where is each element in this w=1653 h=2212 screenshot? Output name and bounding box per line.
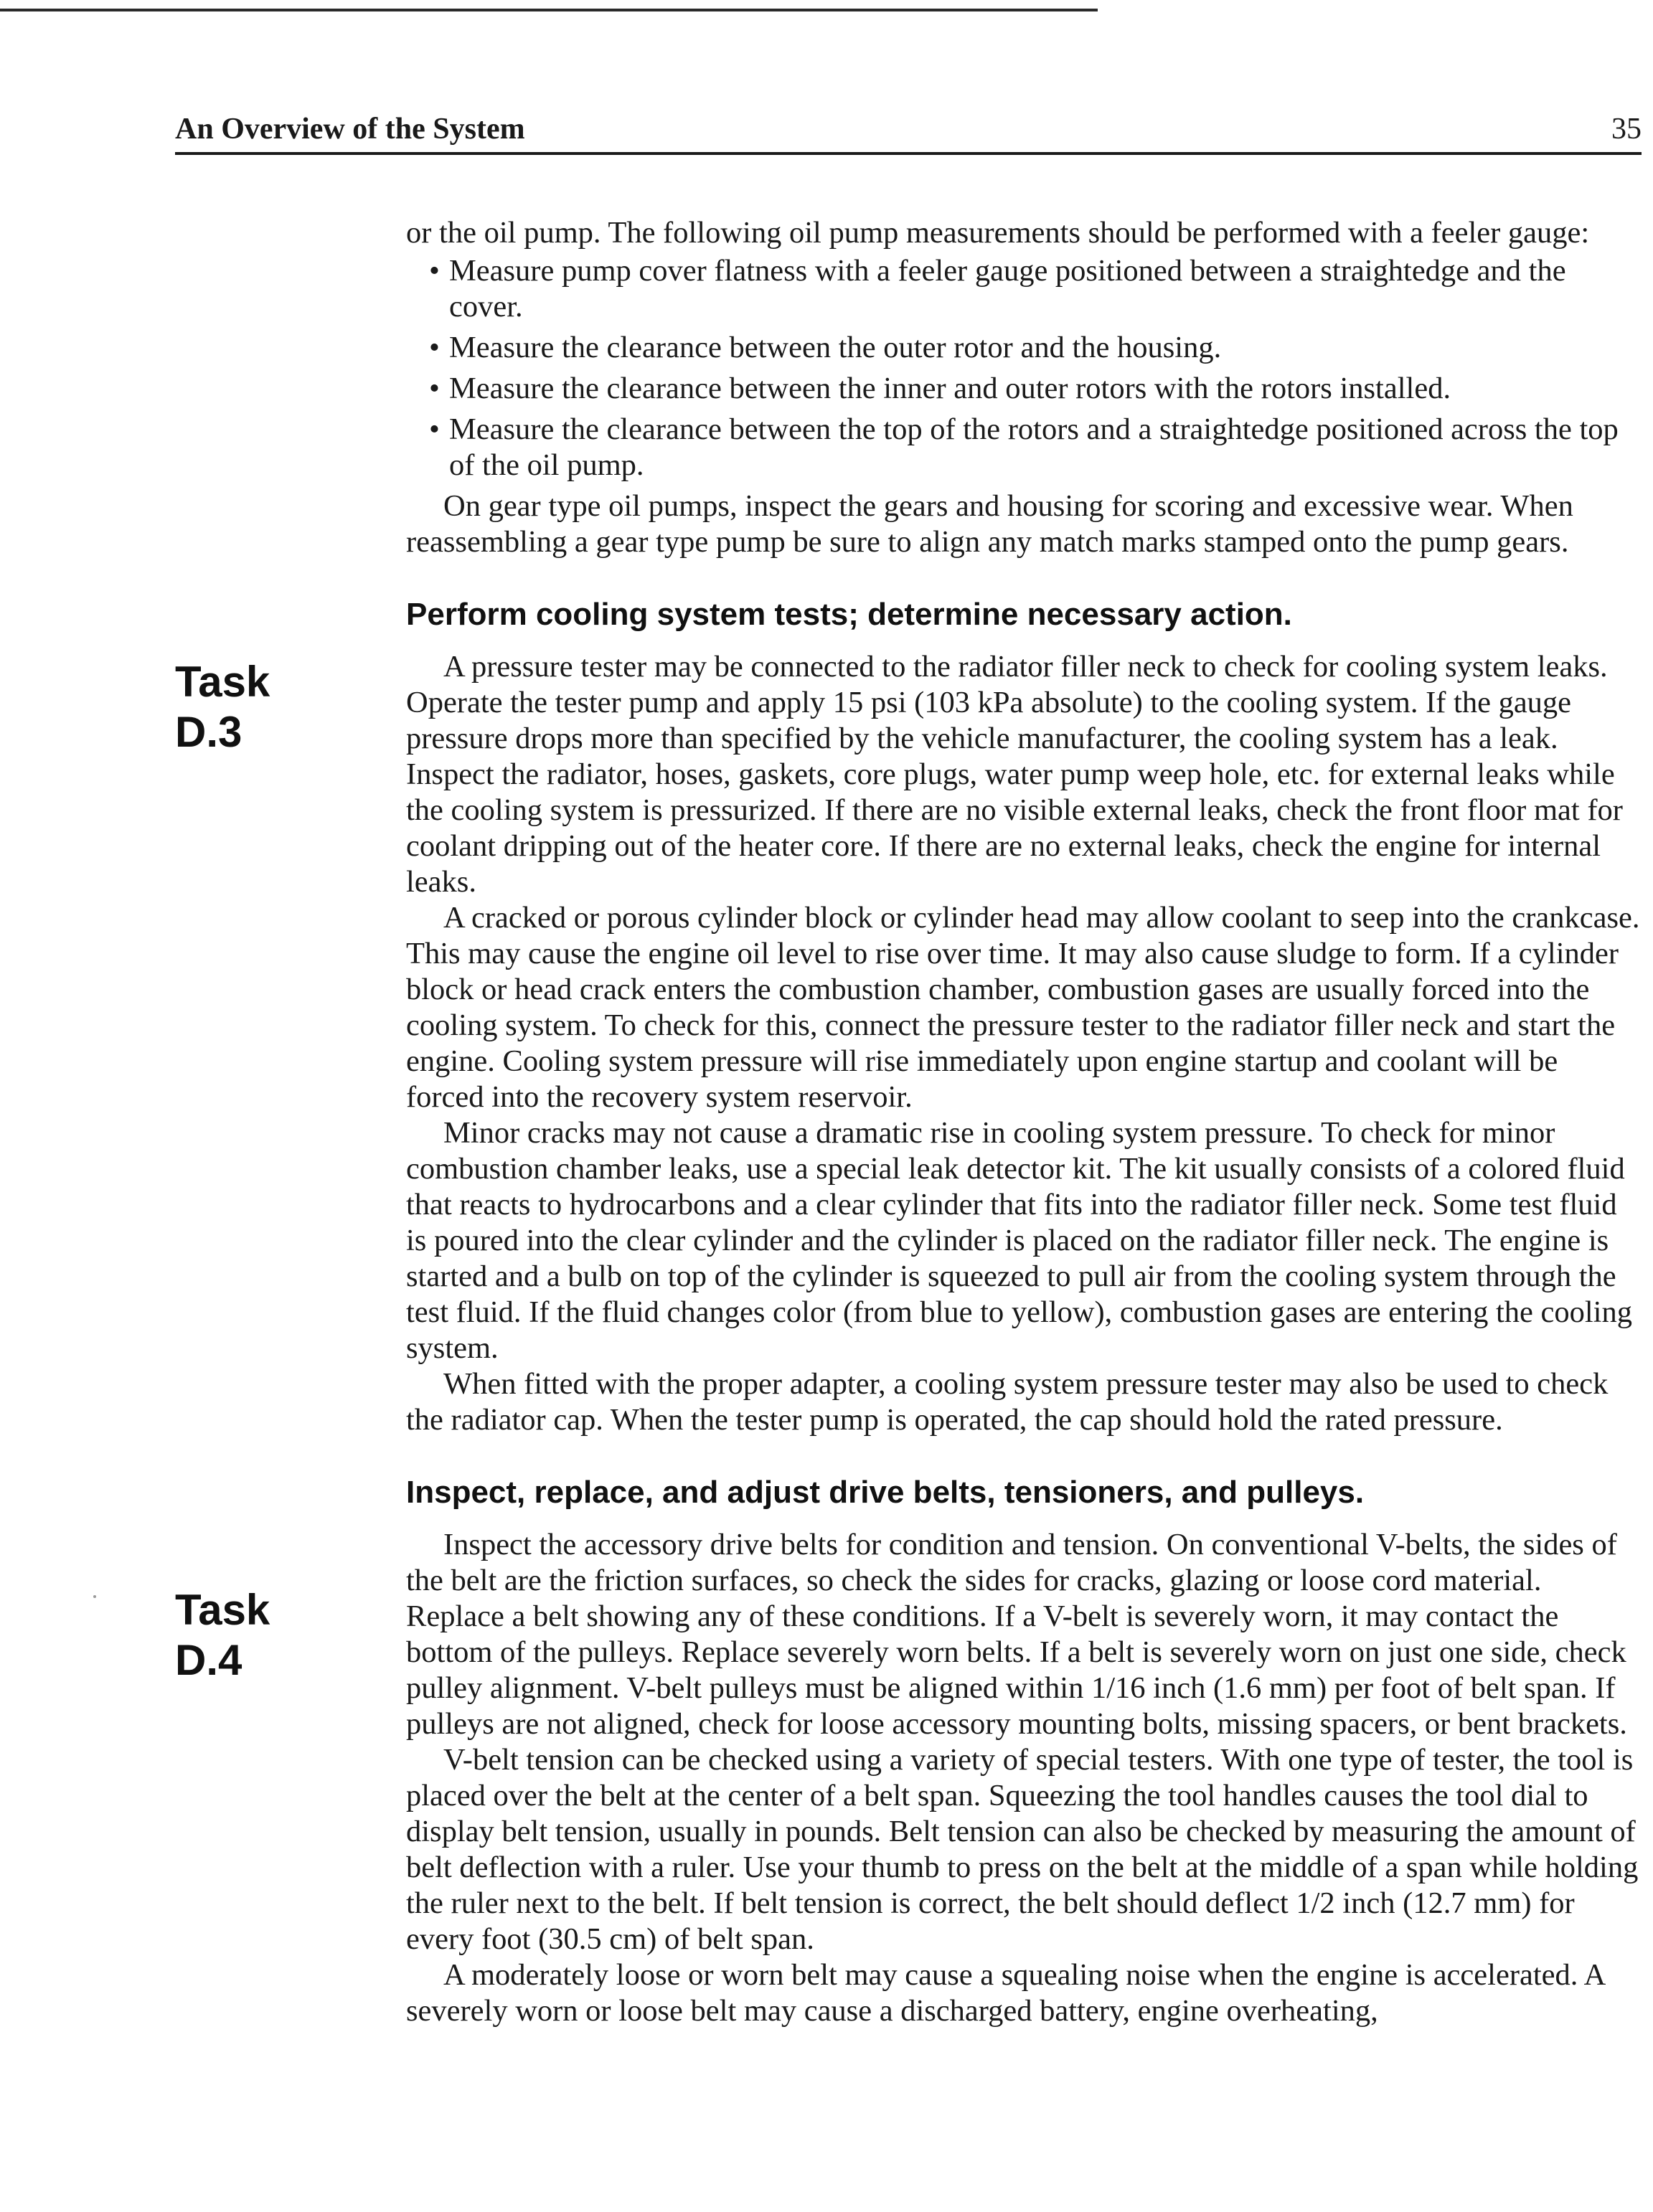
list-item-text: Measure the clearance between the top of the rotors and a straightedge positioned across the top of the oil pump. <box>449 412 1619 482</box>
list-item <box>429 412 1642 483</box>
body-paragraph: A cracked or porous cylinder block or cylinder head may allow coolant to seep into the crankcase. This may cause the engine oil level to rise over time. It may also cause sludge to form. If a cylinder block or head crack enters the combustion chamber, combustion gases are usually forced into the cooling system. To check for this, connect the pressure tester to the radiator filler neck and start the engine. Cooling system pressure will rise immediately upon engine startup and coolant will be forced into the recovery system reservoir. <box>406 901 1640 1114</box>
task-heading: Inspect, replace, and adjust drive belts, tensioners, and pulleys. <box>406 1475 1365 1510</box>
task-label-d4 <box>175 1585 270 1686</box>
task-label-id: D.3 <box>175 708 242 756</box>
body-paragraph: A pressure tester may be connected to the radiator filler neck to check for cooling system leaks. Operate the tester pump and apply 15 psi (103 kPa absolute) to the cooling system. If the gauge pressure drops more than specified by the vehicle manufacturer, the cooling system has a leak. Inspect the radiator, hoses, gaskets, core plugs, water pump weep hole, etc. for external leaks while the cooling system is pressurized. If there are no visible external leaks, check the front floor mat for coolant dripping out of the heater core. If there are no external leaks, check the engine for internal leaks. <box>406 650 1623 899</box>
scan-speck <box>93 1595 96 1598</box>
list-item <box>429 371 1642 407</box>
task-label-id: D.4 <box>175 1636 242 1684</box>
task-section-d4 <box>406 1473 1642 2029</box>
list-item <box>429 330 1642 366</box>
task-label-d3 <box>175 657 270 757</box>
list-item-text: Measure the clearance between the inner and outer rotors with the rotors installed. <box>449 372 1451 405</box>
bullet-icon: • <box>429 412 440 446</box>
list-item-text: Measure the clearance between the outer rotor and the housing. <box>449 331 1222 364</box>
task-label-word: Task <box>175 1586 270 1634</box>
list-item-text: Measure pump cover flatness with a feeler gauge positioned between a straightedge and the cover. <box>449 254 1566 323</box>
body-paragraph: On gear type oil pumps, inspect the gears and housing for scoring and excessive wear. When reassembling a gear type pump be sure to align any match marks stamped onto the pump gears. <box>406 489 1573 559</box>
measurement-list <box>406 253 1642 483</box>
body-paragraph: Inspect the accessory drive belts for condition and tension. On conventional V-belts, the sides of the belt are the friction surfaces, so check the sides for cracks, glazing or loose cord material. Replace a belt showing any of these conditions. If a V-belt is severely worn, it may contact the bottom of the pulleys. Replace severely worn belts. If a belt is severely worn on just one side, check pulley alignment. V-belt pulleys must be aligned within 1/16 inch (1.6 mm) per foot of belt span. If pulleys are not aligned, check for loose accessory mounting bolts, missing spacers, or bent brackets. <box>406 1528 1627 1741</box>
body-paragraph: A moderately loose or worn belt may cause a squealing noise when the engine is accelerated. A severely worn or loose belt may cause a discharged battery, engine overheating, <box>406 1958 1605 2028</box>
task-section-d3 <box>406 595 1642 1438</box>
intro-paragraph: or the oil pump. The following oil pump measurements should be performed with a feeler gauge: <box>406 216 1590 250</box>
body-paragraph: Minor cracks may not cause a dramatic rise in cooling system pressure. To check for minor combustion chamber leaks, use a special leak detector kit. The kit usually consists of a colored fluid that reacts to hydrocarbons and a clear cylinder that fits into the radiator filler neck. Some test fluid is poured into the clear cylinder and the cylinder is placed on the radiator filler neck. The engine is started and a bulb on top of the cylinder is squeezed to pull air from the cooling system through the test fluid. If the fluid changes color (from blue to yellow), combustion gases are entering the cooling system. <box>406 1116 1632 1365</box>
body-paragraph: V-belt tension can be checked using a variety of special testers. With one type of tester, the tool is placed over the belt at the center of a belt span. Squeezing the tool handles causes the tool dial to display belt tension, usually in pounds. Belt tension can also be checked by measuring the amount of belt deflection with a ruler. Use your thumb to press on the belt at the middle of a span while holding the ruler next to the belt. If belt tension is correct, the belt should deflect 1/2 inch (12.7 mm) for every foot (30.5 cm) of belt span. <box>406 1743 1639 1956</box>
list-item <box>429 253 1642 325</box>
body-paragraph: When fitted with the proper adapter, a cooling system pressure tester may also be used to check the radiator cap. When the tester pump is operated, the cap should hold the rated pressure. <box>406 1367 1609 1437</box>
page-number: 35 <box>1611 113 1642 146</box>
task-heading: Perform cooling system tests; determine necessary action. <box>406 597 1292 632</box>
task-label-word: Task <box>175 658 270 706</box>
running-header <box>175 108 1642 155</box>
header-title: An Overview of the System <box>175 113 525 146</box>
bullet-icon: • <box>429 331 440 364</box>
top-rule <box>0 9 1098 11</box>
bullet-icon: • <box>429 372 440 405</box>
bullet-icon: • <box>429 254 440 288</box>
main-text-column <box>406 215 1642 2029</box>
